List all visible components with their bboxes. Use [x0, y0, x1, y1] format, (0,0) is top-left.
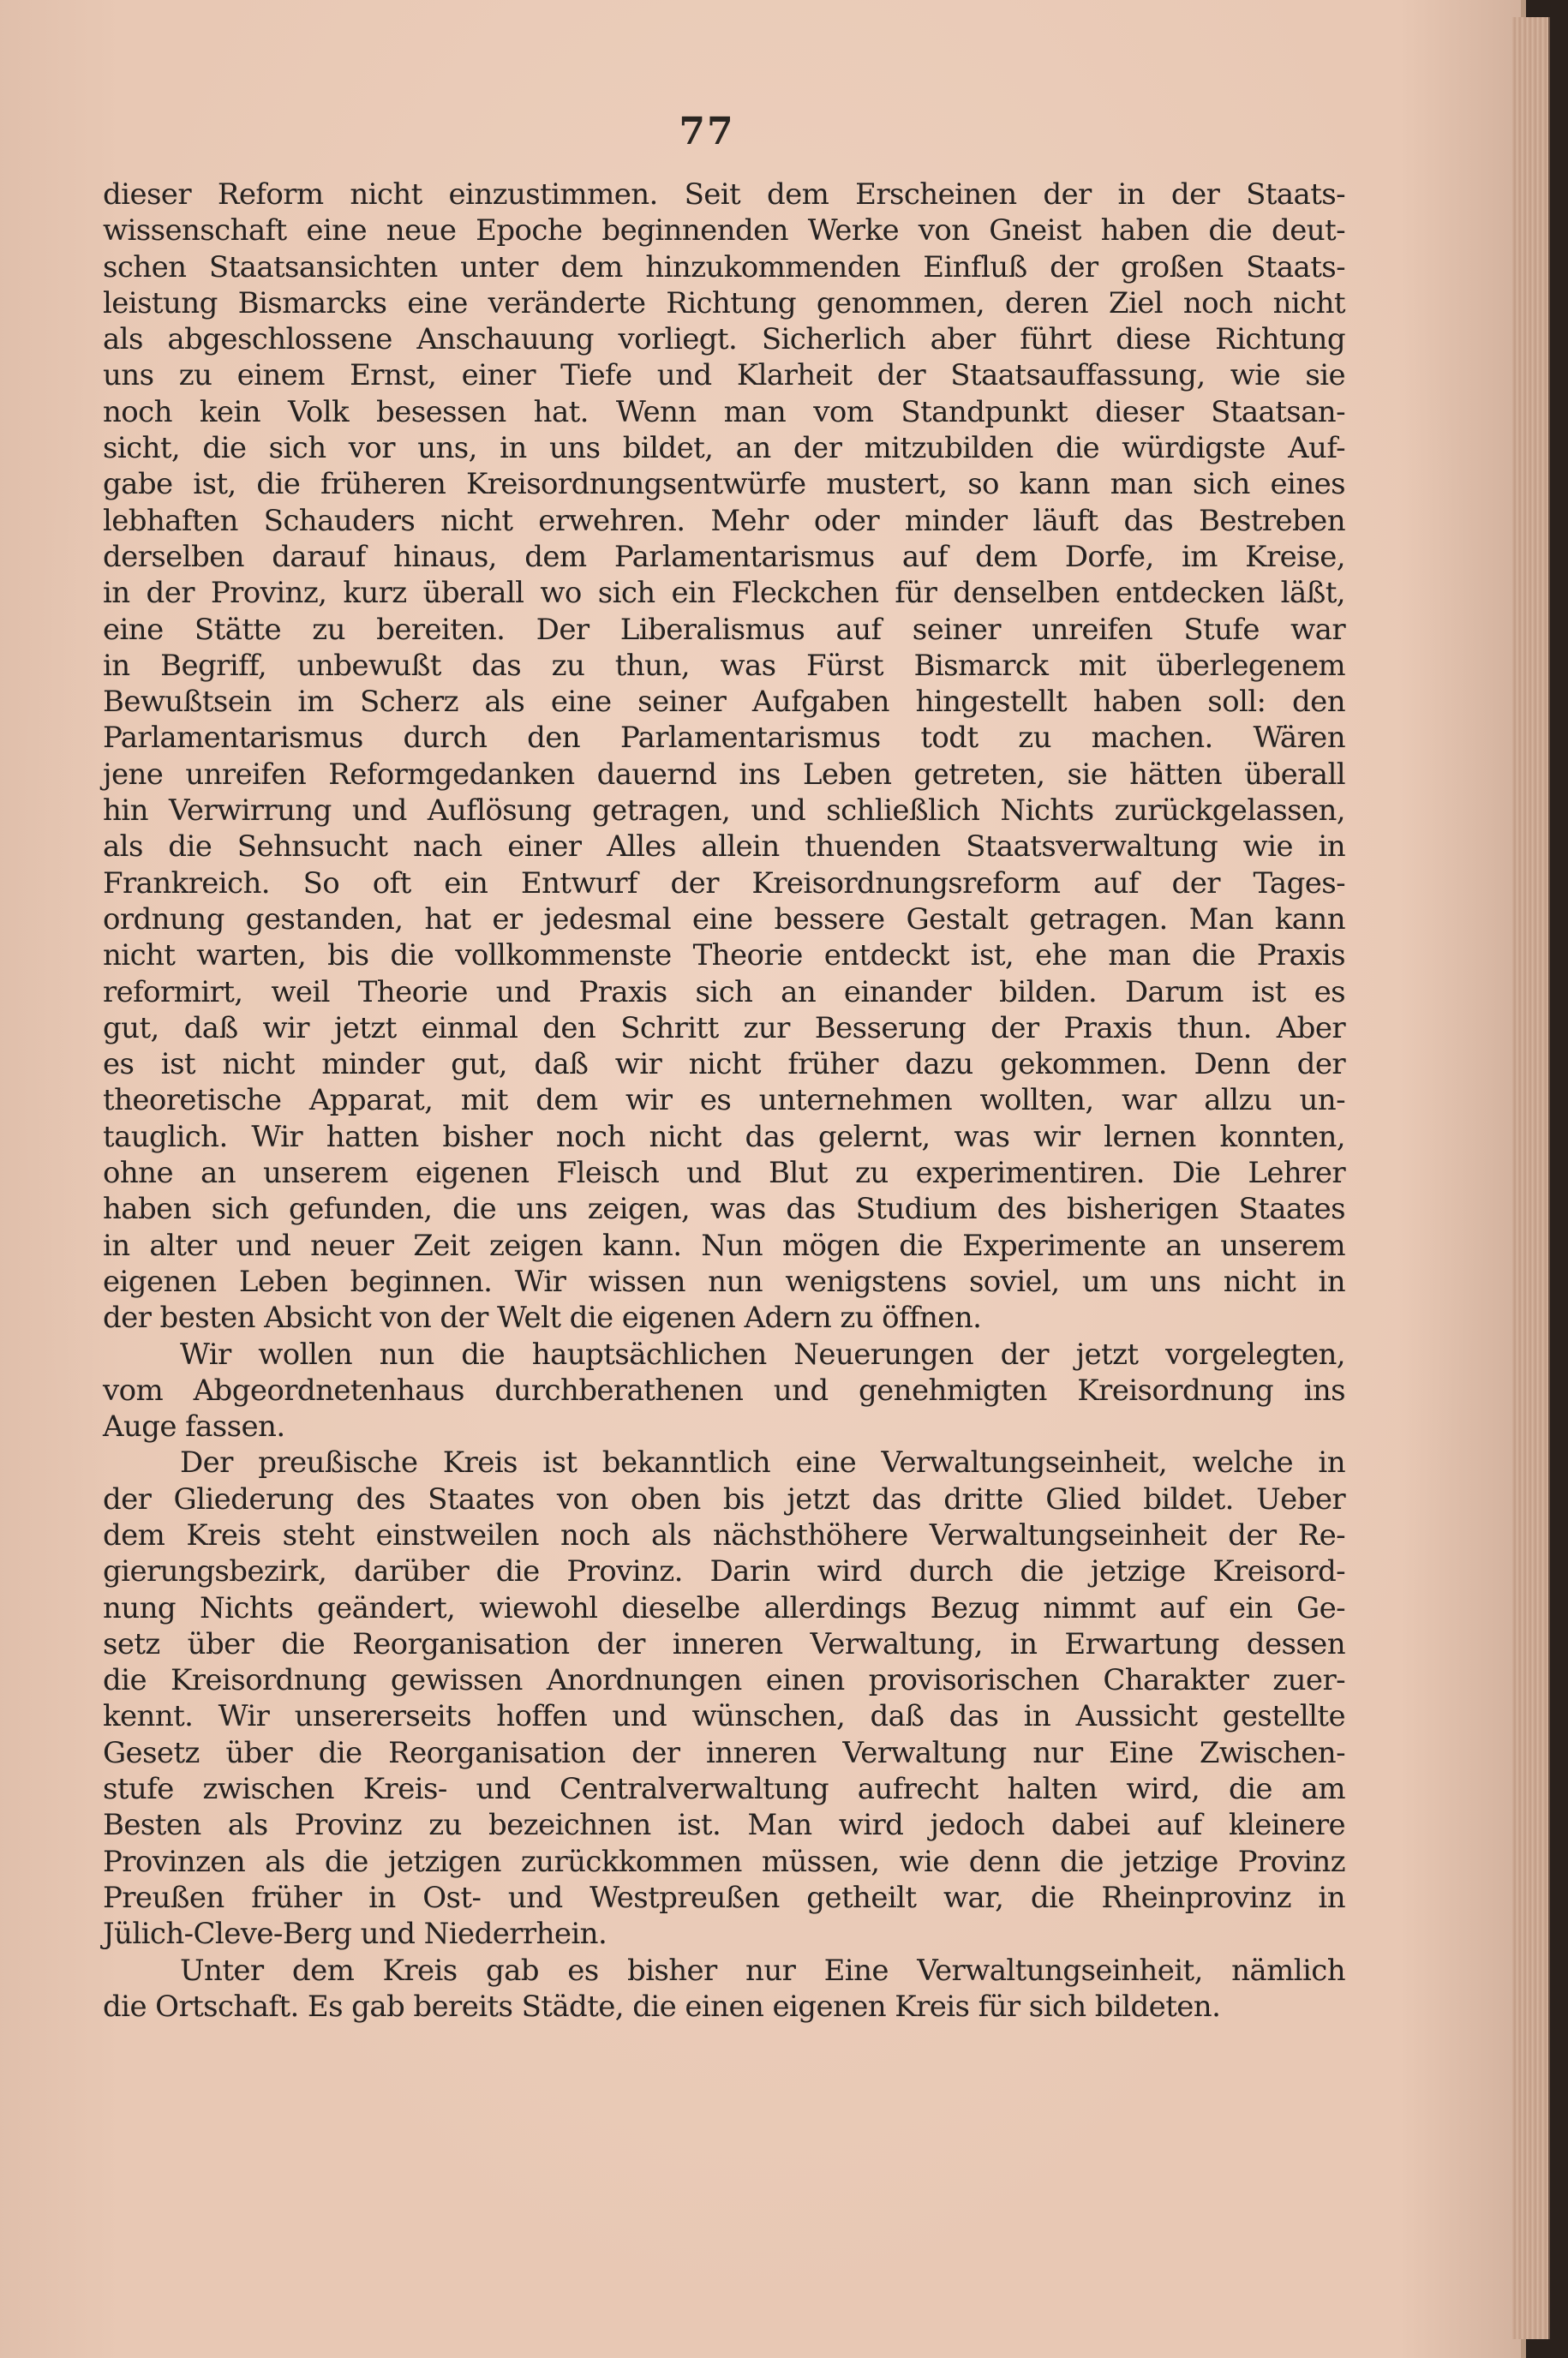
- text-line: gut, daß wir jetzt einmal den Schritt zur Besserung der Praxis thun. Aber: [103, 1010, 1345, 1045]
- paragraph: [103, 1445, 1345, 1952]
- text-line: als die Sehnsucht nach einer Alles allein thuenden Staatsverwaltung wie in: [103, 829, 1345, 865]
- text-line: sicht, die sich vor uns, in uns bildet, an der mitzubilden die würdigste Auf-: [103, 431, 1345, 466]
- text-line: gabe ist, die früheren Kreisordnungsentwürfe mustert, so kann man sich eines: [103, 467, 1345, 502]
- text-line: nung Nichts geändert, wiewohl dieselbe allerdings Bezug nimmt auf ein Ge-: [103, 1590, 1345, 1625]
- text-line: eigenen Leben beginnen. Wir wissen nun wenigstens soviel, um uns nicht in: [103, 1264, 1345, 1299]
- paragraph: [103, 1337, 1345, 1445]
- text-line: lebhaften Schauders nicht erwehren. Mehr oder minder läuft das Bestreben: [103, 503, 1345, 538]
- text-line: Der preußische Kreis ist bekanntlich eine Verwaltungseinheit, welche in: [180, 1445, 1345, 1481]
- text-line: die Ortschaft. Es gab bereits Städte, die einen eigenen Kreis für sich bildeten.: [103, 1989, 1221, 2024]
- body-text: [103, 177, 1345, 2025]
- text-line: vom Abgeordnetenhaus durchberathenen und genehmigten Kreisordnung ins: [103, 1373, 1345, 1408]
- text-line: wissenschaft eine neue Epoche beginnenden Werke von Gneist haben die deut-: [103, 213, 1345, 248]
- text-line: setz über die Reorganisation der inneren Verwaltung, in Erwartung dessen: [103, 1626, 1345, 1661]
- text-line: stufe zwischen Kreis- und Centralverwaltung aufrecht halten wird, die am: [103, 1772, 1345, 1807]
- text-line: ordnung gestanden, hat er jedesmal eine bessere Gestalt getragen. Man kann: [103, 901, 1345, 937]
- text-line: noch kein Volk besessen hat. Wenn man vom Standpunkt dieser Staatsan-: [103, 394, 1345, 429]
- text-line: eine Stätte zu bereiten. Der Liberalismus auf seiner unreifen Stufe war: [103, 612, 1345, 647]
- text-line: theoretische Apparat, mit dem wir es unternehmen wollten, war allzu un-: [103, 1083, 1345, 1118]
- text-line: Provinzen als die jetzigen zurückkommen müssen, wie denn die jetzige Provinz: [103, 1844, 1345, 1879]
- text-line: haben sich gefunden, die uns zeigen, was das Studium des bisherigen Staates: [103, 1192, 1345, 1227]
- text-line: es ist nicht minder gut, daß wir nicht früher dazu gekommen. Denn der: [103, 1047, 1345, 1082]
- paragraph: [103, 1953, 1345, 2026]
- text-line: dem Kreis steht einstweilen noch als nächsthöhere Verwaltungseinheit der Re-: [103, 1517, 1345, 1553]
- text-line: reformirt, weil Theorie und Praxis sich an einander bilden. Darum ist es: [103, 974, 1345, 1009]
- text-line: Auge fassen.: [103, 1409, 285, 1445]
- text-line: ohne an unserem eigenen Fleisch und Blut zu experimentiren. Die Lehrer: [103, 1156, 1345, 1191]
- text-line: Parlamentarismus durch den Parlamentarismus todt zu machen. Wären: [103, 721, 1345, 756]
- text-line: als abgeschlossene Anschauung vorliegt. Sicherlich aber führt diese Richtung: [103, 322, 1345, 357]
- text-line: dieser Reform nicht einzustimmen. Seit dem Erscheinen der in der Staats-: [103, 177, 1345, 212]
- text-line: Frankreich. So oft ein Entwurf der Kreisordnungsreform auf der Tages-: [103, 865, 1345, 901]
- text-line: in alter und neuer Zeit zeigen kann. Nun mögen die Experimente an unserem: [103, 1228, 1345, 1263]
- text-line: die Kreisordnung gewissen Anordnungen einen provisorischen Charakter zuer-: [103, 1663, 1345, 1698]
- text-line: hin Verwirrung und Auflösung getragen, und schließlich Nichts zurückgelassen,: [103, 793, 1345, 829]
- text-line: in Begriff, unbewußt das zu thun, was Fürst Bismarck mit überlegenem: [103, 648, 1345, 683]
- text-line: Besten als Provinz zu bezeichnen ist. Man wird jedoch dabei auf kleinere: [103, 1808, 1345, 1843]
- text-line: leistung Bismarcks eine veränderte Richtung genommen, deren Ziel noch nicht: [103, 285, 1345, 320]
- text-line: Preußen früher in Ost- und Westpreußen getheilt war, die Rheinprovinz in: [103, 1880, 1345, 1915]
- page-edges: [1512, 17, 1550, 2339]
- text-line: nicht warten, bis die vollkommenste Theorie entdeckt ist, ehe man die Praxis: [103, 938, 1345, 973]
- text-line: uns zu einem Ernst, einer Tiefe und Klarheit der Staatsauffassung, wie sie: [103, 358, 1345, 393]
- text-line: schen Staatsansichten unter dem hinzukommenden Einfluß der großen Staats-: [103, 249, 1345, 284]
- text-line: derselben darauf hinaus, dem Parlamentarismus auf dem Dorfe, im Kreise,: [103, 539, 1345, 574]
- text-line: jene unreifen Reformgedanken dauernd ins Leben getreten, sie hätten überall: [103, 757, 1345, 792]
- text-line: Unter dem Kreis gab es bisher nur Eine Verwaltungseinheit, nämlich: [180, 1953, 1345, 1988]
- text-line: Jülich-Cleve-Berg und Niederrhein.: [103, 1917, 607, 1952]
- page-number: 77: [679, 110, 735, 153]
- text-line: tauglich. Wir hatten bisher noch nicht das gelernt, was wir lernen konnten,: [103, 1119, 1345, 1154]
- text-line: der besten Absicht von der Welt die eigenen Adern zu öffnen.: [103, 1301, 982, 1336]
- text-line: gierungsbezirk, darüber die Provinz. Darin wird durch die jetzige Kreisord-: [103, 1554, 1345, 1589]
- text-line: Wir wollen nun die hauptsächlichen Neuerungen der jetzt vorgelegten,: [180, 1337, 1345, 1372]
- text-line: der Gliederung des Staates von oben bis jetzt das dritte Glied bildet. Ueber: [103, 1481, 1345, 1517]
- paragraph: [103, 177, 1345, 1337]
- text-line: Gesetz über die Reorganisation der inneren Verwaltung nur Eine Zwischen-: [103, 1735, 1345, 1770]
- text-line: kennt. Wir unsererseits hoffen und wünschen, daß das in Aussicht gestellte: [103, 1699, 1345, 1734]
- text-line: in der Provinz, kurz überall wo sich ein Fleckchen für denselben entdecken läßt,: [103, 576, 1345, 611]
- text-line: Bewußtsein im Scherz als eine seiner Aufgaben hingestellt haben soll: den: [103, 685, 1345, 720]
